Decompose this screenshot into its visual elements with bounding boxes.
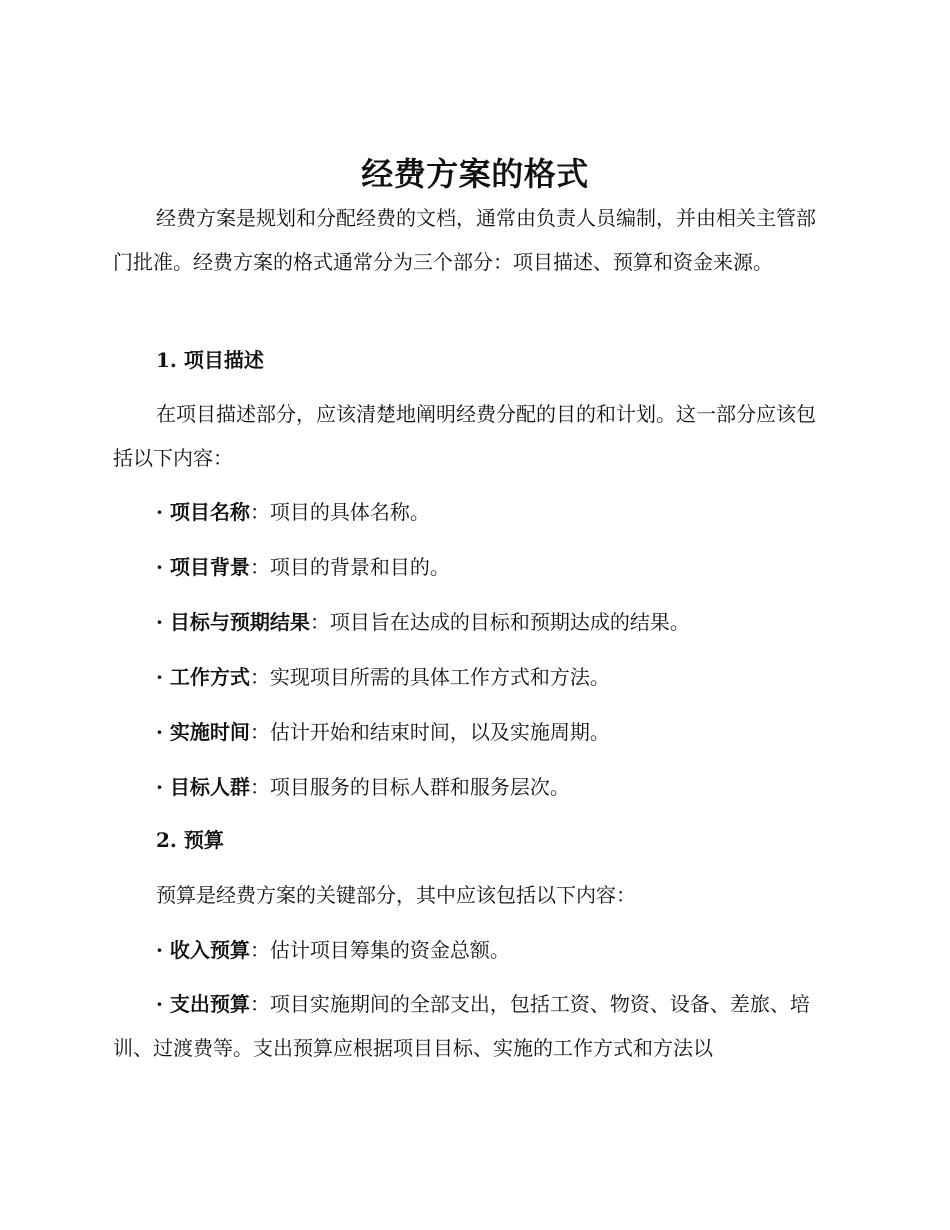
- list-item-term: · 支出预算: [156, 992, 250, 1016]
- list-item-desc: ：估计开始和结束时间，以及实施周期。: [249, 720, 610, 744]
- list-item: [156, 497, 430, 527]
- page-title: 经费方案的格式: [361, 155, 589, 193]
- list-item: [156, 717, 610, 747]
- list-item: [156, 662, 610, 692]
- list-item-desc: ：实现项目所需的具体工作方式和方法。: [249, 665, 610, 689]
- list-item-term: · 目标与预期结果: [156, 610, 310, 634]
- list-item-term: · 项目背景: [156, 555, 250, 579]
- list-item: [156, 935, 510, 965]
- list-item-desc: ：项目的具体名称。: [249, 500, 430, 524]
- list-item-desc: ：项目服务的目标人群和服务层次。: [249, 775, 570, 799]
- list-item: [156, 607, 690, 637]
- list-item-term: · 工作方式: [156, 665, 250, 689]
- list-item-term: · 实施时间: [156, 720, 250, 744]
- section2-intro-paragraph: 预算是经费方案的关键部分，其中应该包括以下内容：: [156, 883, 636, 907]
- list-item: [113, 982, 835, 1070]
- list-item-term: · 收入预算: [156, 938, 250, 962]
- list-item-desc: ：估计项目筹集的资金总额。: [249, 938, 510, 962]
- list-item: [156, 552, 450, 582]
- section-heading-project-description: 1. 项目描述: [156, 348, 264, 372]
- section-heading-budget: 2. 预算: [156, 828, 224, 852]
- section1-intro-paragraph: 在项目描述部分，应该清楚地阐明经费分配的目的和计划。这一部分应该包括以下内容：: [113, 402, 816, 470]
- list-item-desc: ：项目旨在达成的目标和预期达成的结果。: [309, 610, 690, 634]
- intro-paragraph: 经费方案是规划和分配经费的文档，通常由负责人员编制，并由相关主管部门批准。经费方案的格式通常分为三个部分：项目描述、预算和资金来源。: [113, 206, 816, 274]
- list-item-term: · 目标人群: [156, 775, 250, 799]
- list-item-desc: ：项目实施期间的全部支出，包括工资、物资、设备、差旅、培训、过渡费等。支出预算应根据项目目标、实施的工作方式和方法以: [113, 992, 810, 1060]
- list-item-term: · 项目名称: [156, 500, 250, 524]
- list-item: [156, 772, 570, 802]
- list-item-desc: ：项目的背景和目的。: [249, 555, 450, 579]
